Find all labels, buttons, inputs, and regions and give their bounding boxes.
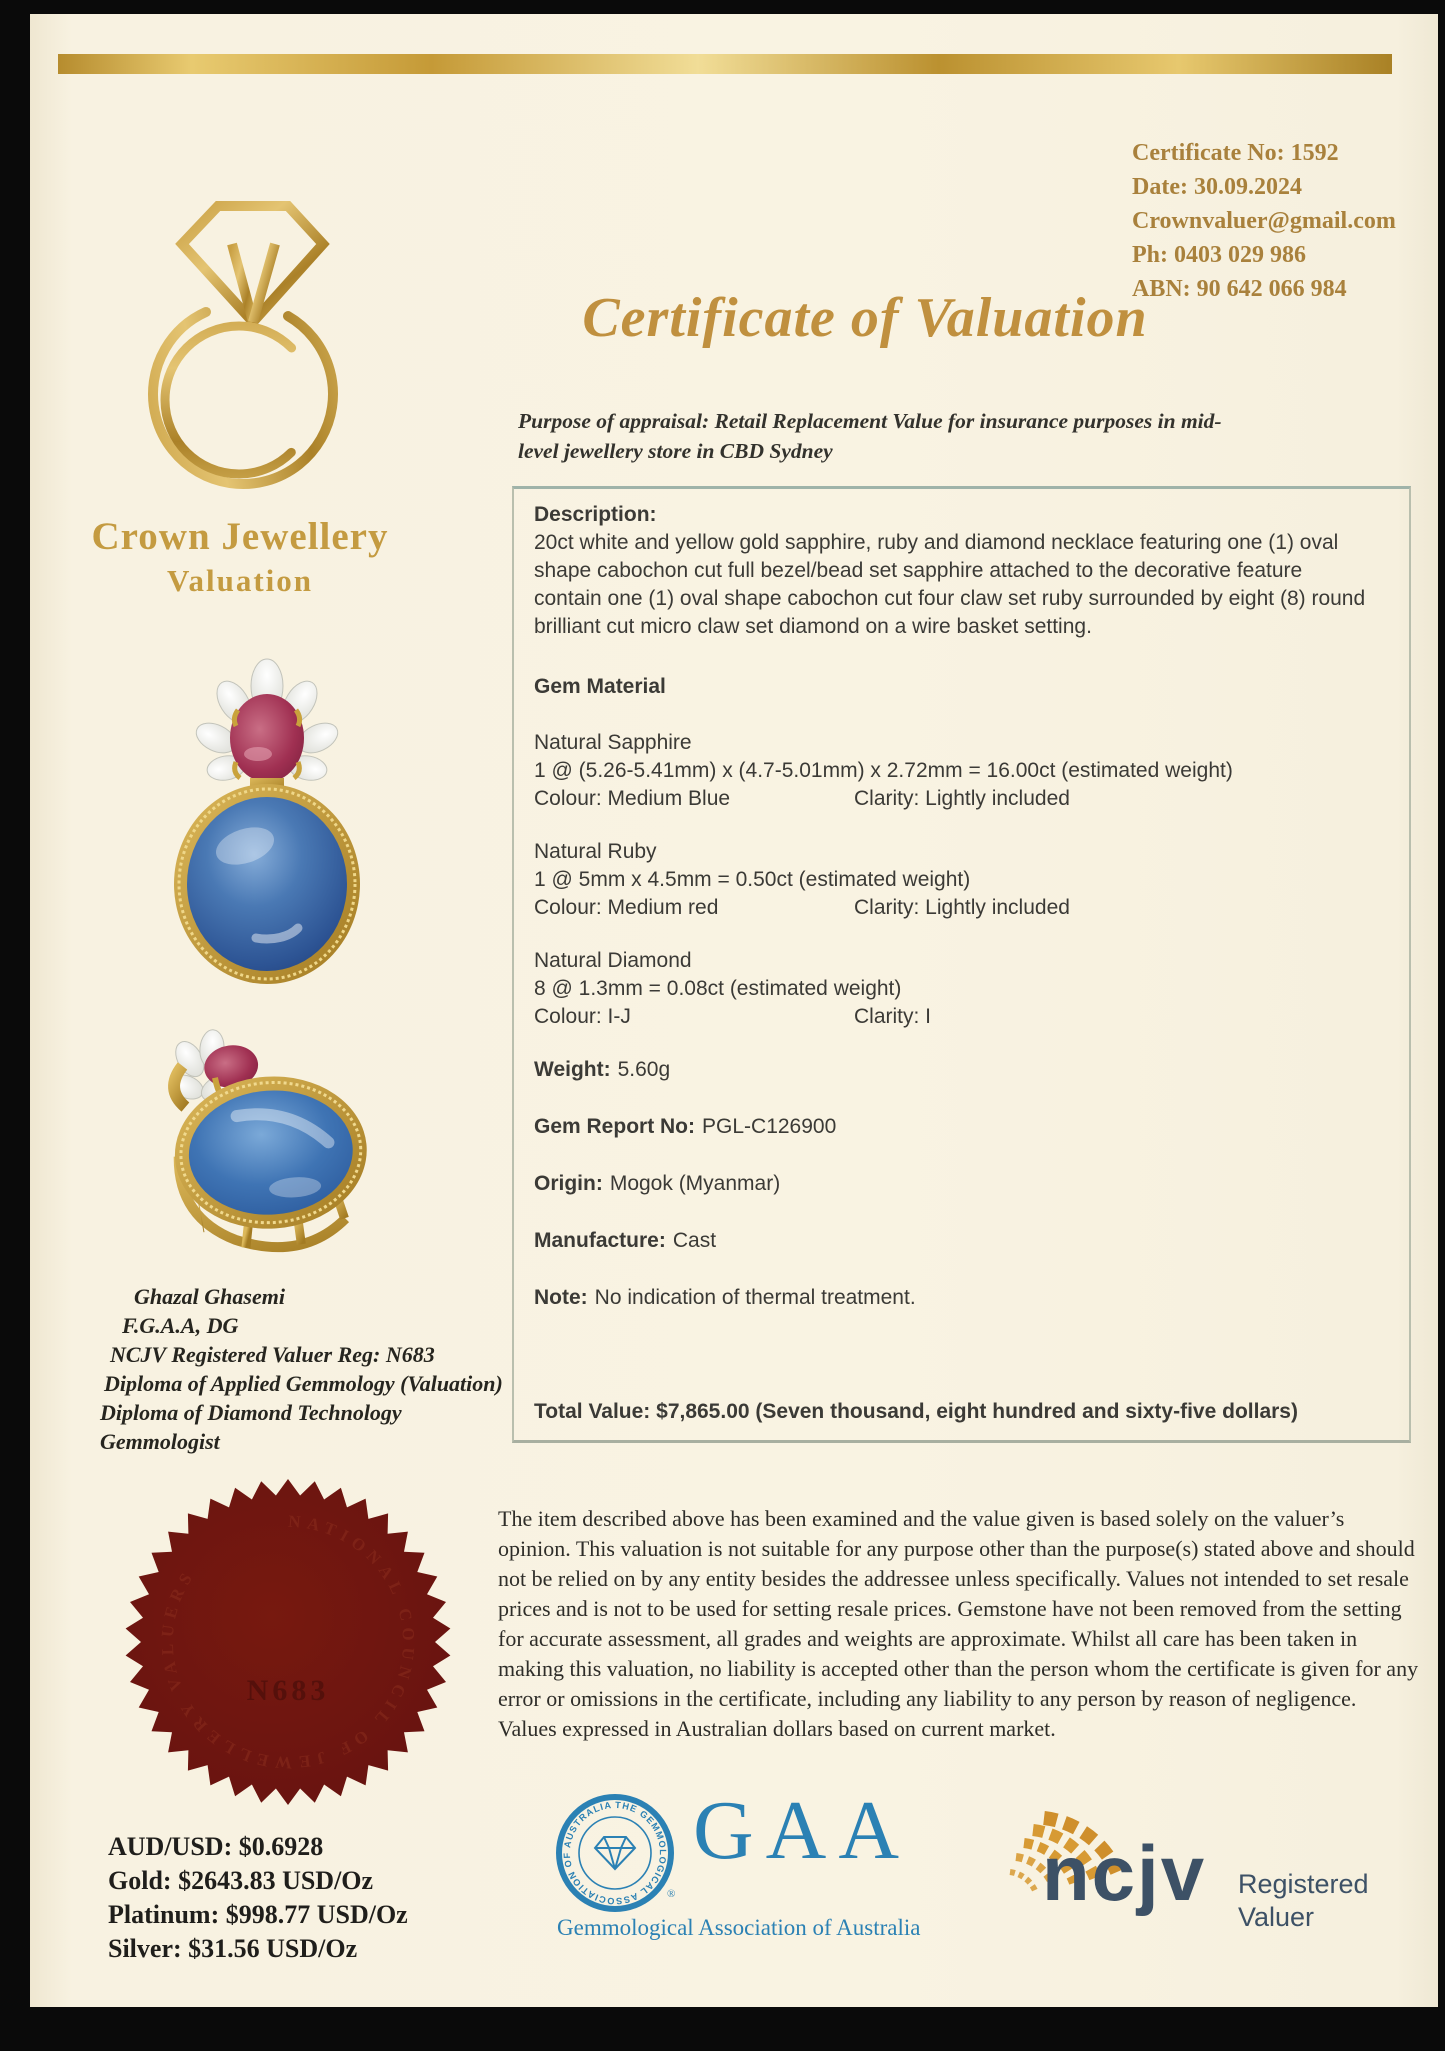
gem-block-ruby	[534, 838, 1389, 922]
gem-clarity: Clarity: I	[854, 1005, 932, 1028]
description-label: Description:	[534, 503, 657, 526]
field-label: Note:	[534, 1286, 588, 1309]
manufacture-field	[534, 1227, 1389, 1255]
diamond-ring-logo-icon	[112, 152, 374, 492]
pendant-front-photo	[170, 650, 366, 986]
red-wax-seal	[118, 1472, 458, 1812]
rate-aud-usd: AUD/USD: $0.6928	[108, 1832, 324, 1861]
field-label: Origin:	[534, 1172, 603, 1195]
info-line-phone: Ph: 0403 029 986	[1132, 242, 1306, 268]
gem-colour: Colour: Medium Blue	[534, 787, 731, 810]
gem-spec: 1 @ (5.26-5.41mm) x (4.7-5.01mm) x 2.72mm = 16.00ct (estimated weight)	[534, 759, 1233, 782]
ncjv-tagline-line2: Valuer	[1238, 1902, 1315, 1932]
gem-spec: 8 @ 1.3mm = 0.08ct (estimated weight)	[534, 977, 902, 1000]
gaa-registered-mark: ®	[667, 1888, 676, 1900]
gaa-seal-text: THE GEMMOLOGICAL ASSOCIATION OF AUSTRALIA	[561, 1799, 668, 1907]
gem-report-field	[534, 1113, 1389, 1141]
svg-text:THE GEMMOLOGICAL ASSOCIATION O	[562, 1800, 668, 1906]
credential-name: Ghazal Ghasemi	[134, 1284, 285, 1309]
market-rates	[108, 1830, 408, 1966]
gem-name: Natural Ruby	[534, 840, 657, 863]
gaa-acronym: GAA	[693, 1784, 911, 1877]
ncjv-acronym: ncjv	[1042, 1829, 1207, 1917]
description-text: 20ct white and yellow gold sapphire, ruby and diamond necklace featuring one (1) oval shape cabochon cut full bezel/bead set sapphire attached to the decorative feature contain one (1) oval shape cabochon cut four claw set ruby surrounded by eight (8) round brilliant cut micro claw set diamond on a wire basket setting.	[534, 531, 1366, 638]
credential-qualifications: F.G.A.A, DG	[122, 1313, 239, 1338]
certificate-title: Certificate of Valuation	[582, 287, 1148, 349]
field-value: PGL-C126900	[702, 1115, 837, 1138]
total-value: Total Value: $7,865.00 (Seven thousand, eight hundred and sixty-five dollars)	[534, 1400, 1298, 1423]
credential-diploma-gemmology: Diploma of Applied Gemmology (Valuation)	[104, 1371, 503, 1396]
field-value: 5.60g	[617, 1058, 671, 1081]
field-label: Gem Report No:	[534, 1115, 696, 1138]
brand-block	[40, 514, 440, 599]
info-line-abn: ABN: 90 642 066 984	[1132, 276, 1347, 302]
seal-ring-text: NATIONAL COUNCIL OF JEWELLERY VALUERS	[157, 1511, 419, 1773]
info-line-date: Date: 30.09.2024	[1132, 174, 1302, 200]
gem-clarity: Clarity: Lightly included	[854, 787, 1070, 810]
field-label: Weight:	[534, 1058, 611, 1081]
credential-diploma-diamond: Diploma of Diamond Technology	[100, 1400, 402, 1425]
weight-field	[534, 1056, 1389, 1084]
field-value: No indication of thermal treatment.	[594, 1286, 916, 1309]
rate-gold: Gold: $2643.83 USD/Oz	[108, 1866, 374, 1895]
certificate-page	[30, 14, 1438, 2007]
gaa-caption: Gemmological Association of Australia	[557, 1915, 921, 1940]
certificate-info	[1132, 136, 1438, 306]
info-line-certificate-no: Certificate No: 1592	[1132, 140, 1339, 166]
field-label: Manufacture:	[534, 1229, 666, 1252]
disclaimer-text: The item described above has been examined and the value given is based solely on the valuer’s opinion. This valuation is not suitable for any purpose other than the purpose(s) stated above and should not be relied on by any entity besides the addressee unless specifically. Values not intended to set resale prices and is not to be used for setting resale prices. Gemstone have not been removed from the setting for accurate assessment, all grades and weights are approximate. Whilst all care has been taken in making this valuation, no liability is accepted other than the person whom the certificate is given for any error or omissions in the certificate, including any liability to any person by reason of negligence. Values expressed in Australian dollars based on current market.	[498, 1506, 1419, 1741]
credential-registration: NCJV Registered Valuer Reg: N683	[110, 1342, 435, 1367]
brand-subtitle: Valuation	[166, 563, 314, 598]
ncjv-tagline	[1238, 1868, 1369, 1934]
gem-spec: 1 @ 5mm x 4.5mm = 0.50ct (estimated weight)	[534, 868, 971, 891]
gem-block-sapphire	[534, 729, 1389, 813]
ncjv-logo	[960, 1772, 1400, 1972]
info-line-email: Crownvaluer@gmail.com	[1132, 208, 1396, 234]
credential-title: Gemmologist	[100, 1429, 220, 1454]
gem-block-diamond	[534, 947, 1389, 1031]
valuation-details-box	[512, 486, 1411, 1443]
seal-center-code: N683	[246, 1674, 330, 1707]
origin-field	[534, 1170, 1389, 1198]
pendant-side-photo	[112, 1019, 390, 1269]
note-field	[534, 1284, 1389, 1312]
ncjv-tagline-line1: Registered	[1238, 1869, 1369, 1899]
gem-material-heading: Gem Material	[534, 675, 666, 698]
rate-silver: Silver: $31.56 USD/Oz	[108, 1934, 358, 1963]
rate-platinum: Platinum: $998.77 USD/Oz	[108, 1900, 408, 1929]
gem-clarity: Clarity: Lightly included	[854, 896, 1070, 919]
gem-colour: Colour: Medium red	[534, 896, 719, 919]
valuer-credentials	[92, 1282, 542, 1456]
purpose-statement: Purpose of appraisal: Retail Replacement Value for insurance purposes in mid-level jewellery store in CBD Sydney	[518, 409, 1222, 463]
brand-name: Crown Jewellery	[91, 515, 389, 558]
gold-divider-bar	[58, 54, 1392, 74]
field-value: Cast	[672, 1229, 717, 1252]
field-value: Mogok (Myanmar)	[609, 1172, 781, 1195]
gaa-seal-icon	[553, 1791, 677, 1915]
gem-colour: Colour: I-J	[534, 1005, 631, 1028]
gem-name: Natural Sapphire	[534, 731, 692, 754]
gem-name: Natural Diamond	[534, 949, 692, 972]
gaa-logo	[535, 1784, 965, 1977]
